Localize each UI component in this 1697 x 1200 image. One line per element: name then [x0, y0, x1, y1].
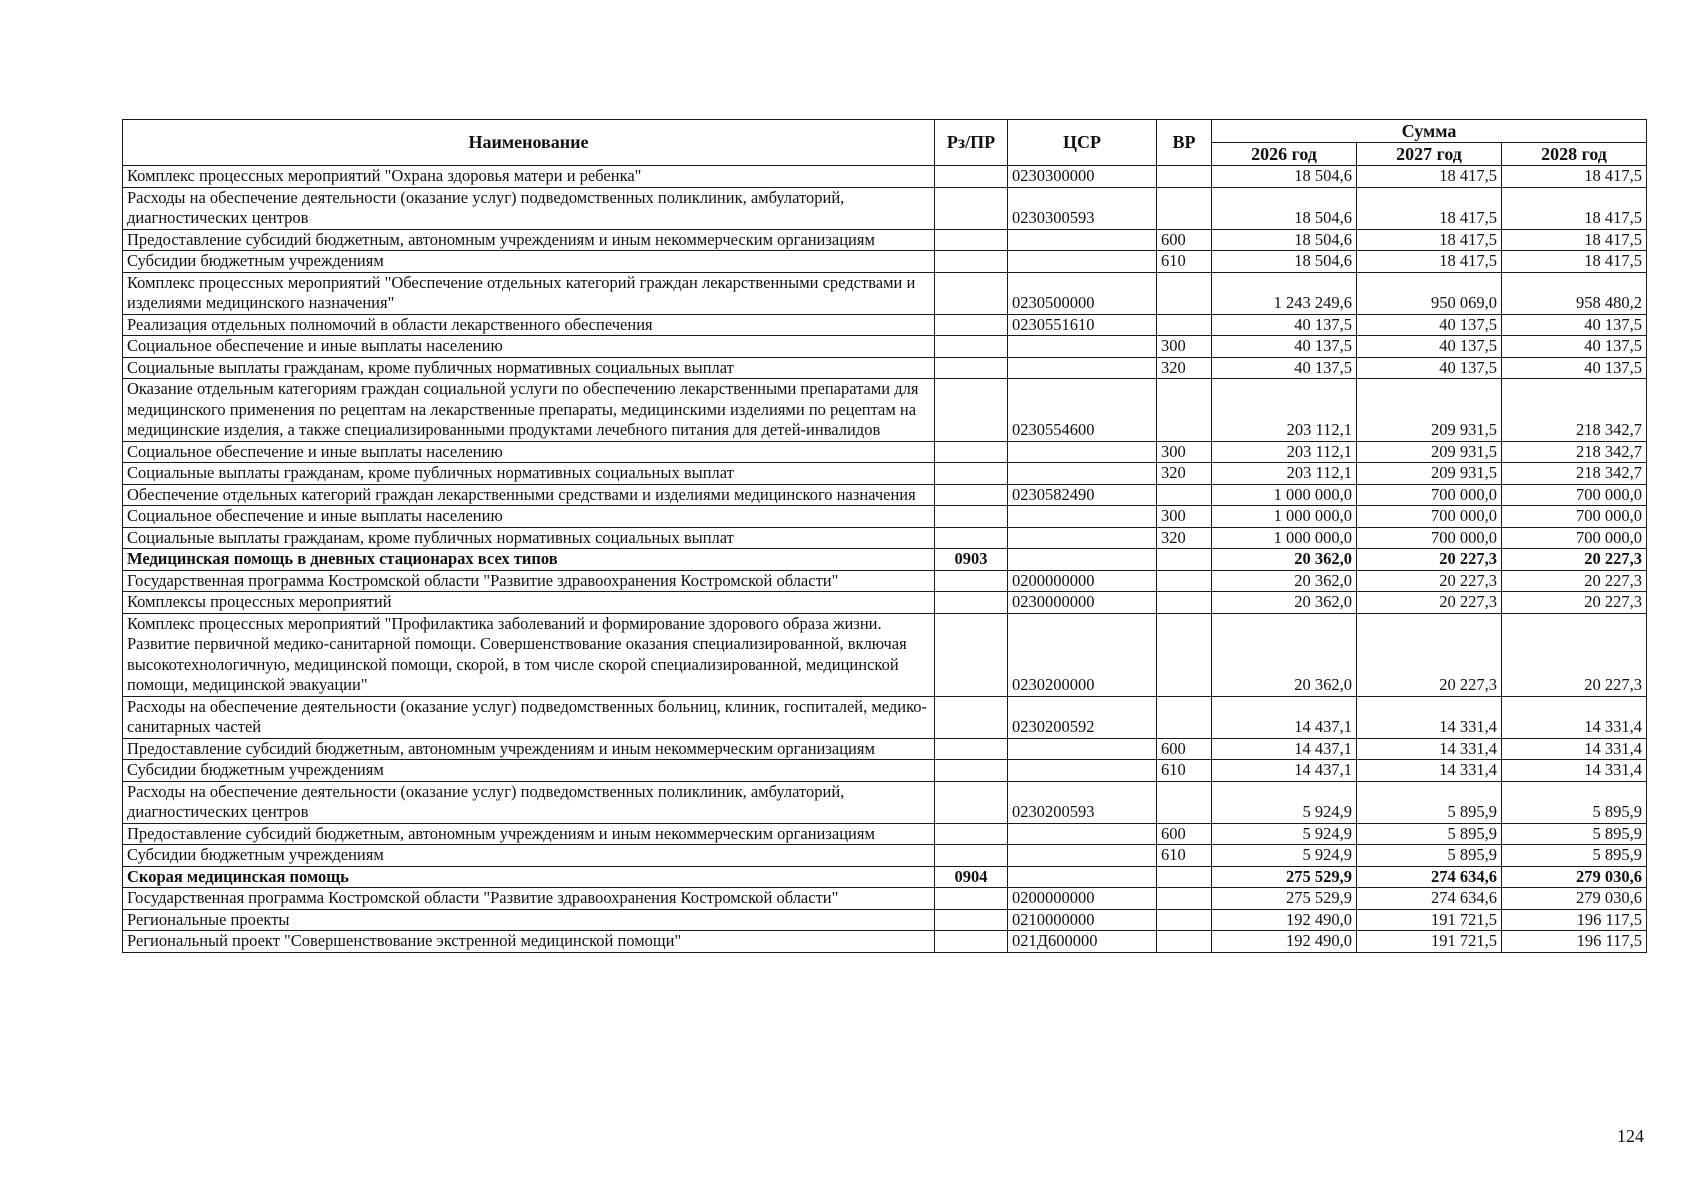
cell-name: Комплекс процессных мероприятий "Охрана здоровья матери и ребенка" — [123, 166, 935, 188]
cell-sum-2028: 5 895,9 — [1502, 781, 1647, 823]
cell-vr — [1157, 592, 1212, 614]
cell-csr: 0230200000 — [1008, 613, 1157, 696]
cell-csr: 0230554600 — [1008, 379, 1157, 442]
cell-sum-2028: 40 137,5 — [1502, 357, 1647, 379]
table-row — [123, 888, 1647, 910]
cell-sum-2026: 20 362,0 — [1212, 613, 1357, 696]
cell-sum-2028: 218 342,7 — [1502, 441, 1647, 463]
cell-csr: 0200000000 — [1008, 888, 1157, 910]
cell-name: Субсидии бюджетным учреждениям — [123, 760, 935, 782]
table-row — [123, 229, 1647, 251]
cell-vr: 320 — [1157, 463, 1212, 485]
cell-sum-2026: 40 137,5 — [1212, 314, 1357, 336]
cell-vr — [1157, 613, 1212, 696]
cell-name: Государственная программа Костромской области "Развитие здравоохранения Костромской области" — [123, 570, 935, 592]
cell-vr — [1157, 166, 1212, 188]
header-vr: ВР — [1157, 120, 1212, 166]
cell-sum-2026: 5 924,9 — [1212, 781, 1357, 823]
cell-vr — [1157, 187, 1212, 229]
table-row — [123, 845, 1647, 867]
cell-csr: 0230300000 — [1008, 166, 1157, 188]
cell-sum-2027: 950 069,0 — [1357, 272, 1502, 314]
table-row — [123, 549, 1647, 571]
cell-sum-2026: 275 529,9 — [1212, 866, 1357, 888]
cell-csr: 0230551610 — [1008, 314, 1157, 336]
cell-csr: 021Д600000 — [1008, 931, 1157, 953]
cell-rz-pr — [935, 166, 1008, 188]
cell-name: Субсидии бюджетным учреждениям — [123, 251, 935, 273]
cell-name: Социальные выплаты гражданам, кроме публичных нормативных социальных выплат — [123, 357, 935, 379]
cell-sum-2028: 40 137,5 — [1502, 336, 1647, 358]
cell-csr: 0230200593 — [1008, 781, 1157, 823]
table-body — [123, 166, 1647, 953]
cell-vr — [1157, 379, 1212, 442]
cell-rz-pr — [935, 506, 1008, 528]
cell-rz-pr — [935, 463, 1008, 485]
cell-sum-2028: 18 417,5 — [1502, 229, 1647, 251]
cell-rz-pr — [935, 760, 1008, 782]
header-name: Наименование — [123, 120, 935, 166]
cell-vr — [1157, 866, 1212, 888]
cell-sum-2027: 5 895,9 — [1357, 823, 1502, 845]
cell-vr — [1157, 314, 1212, 336]
cell-sum-2028: 14 331,4 — [1502, 738, 1647, 760]
cell-name: Региональный проект "Совершенствование экстренной медицинской помощи" — [123, 931, 935, 953]
cell-name: Предоставление субсидий бюджетным, автономным учреждениям и иным некоммерческим организациям — [123, 229, 935, 251]
cell-sum-2027: 20 227,3 — [1357, 613, 1502, 696]
cell-sum-2026: 20 362,0 — [1212, 570, 1357, 592]
cell-sum-2028: 18 417,5 — [1502, 251, 1647, 273]
table-row — [123, 909, 1647, 931]
cell-vr: 320 — [1157, 527, 1212, 549]
cell-sum-2026: 14 437,1 — [1212, 760, 1357, 782]
cell-name: Реализация отдельных полномочий в области лекарственного обеспечения — [123, 314, 935, 336]
cell-vr: 600 — [1157, 738, 1212, 760]
cell-vr: 610 — [1157, 251, 1212, 273]
cell-sum-2028: 700 000,0 — [1502, 527, 1647, 549]
cell-vr: 300 — [1157, 336, 1212, 358]
budget-document — [122, 119, 1646, 953]
table-header — [123, 120, 1647, 166]
cell-csr — [1008, 336, 1157, 358]
cell-csr — [1008, 251, 1157, 273]
cell-vr: 300 — [1157, 506, 1212, 528]
cell-name: Расходы на обеспечение деятельности (оказание услуг) подведомственных больниц, клиник, госпиталей, медико-санитарных частей — [123, 696, 935, 738]
cell-csr: 0230500000 — [1008, 272, 1157, 314]
cell-csr — [1008, 823, 1157, 845]
cell-csr — [1008, 441, 1157, 463]
cell-sum-2027: 700 000,0 — [1357, 506, 1502, 528]
cell-rz-pr — [935, 613, 1008, 696]
cell-sum-2026: 1 000 000,0 — [1212, 484, 1357, 506]
cell-csr — [1008, 845, 1157, 867]
cell-sum-2028: 18 417,5 — [1502, 166, 1647, 188]
table-row — [123, 570, 1647, 592]
cell-csr — [1008, 738, 1157, 760]
cell-vr — [1157, 484, 1212, 506]
cell-csr — [1008, 549, 1157, 571]
cell-rz-pr — [935, 909, 1008, 931]
cell-sum-2028: 18 417,5 — [1502, 187, 1647, 229]
page-number: 124 — [1617, 1126, 1644, 1146]
cell-vr — [1157, 888, 1212, 910]
cell-name: Расходы на обеспечение деятельности (оказание услуг) подведомственных поликлиник, амбулаторий, диагностических центров — [123, 187, 935, 229]
cell-name: Предоставление субсидий бюджетным, автономным учреждениям и иным некоммерческим организациям — [123, 823, 935, 845]
cell-sum-2027: 5 895,9 — [1357, 781, 1502, 823]
cell-vr: 320 — [1157, 357, 1212, 379]
cell-csr: 0230582490 — [1008, 484, 1157, 506]
cell-rz-pr — [935, 823, 1008, 845]
cell-name: Социальные выплаты гражданам, кроме публичных нормативных социальных выплат — [123, 463, 935, 485]
cell-sum-2028: 20 227,3 — [1502, 570, 1647, 592]
table-row — [123, 760, 1647, 782]
cell-rz-pr — [935, 357, 1008, 379]
cell-sum-2027: 40 137,5 — [1357, 357, 1502, 379]
cell-sum-2028: 40 137,5 — [1502, 314, 1647, 336]
header-sum: Сумма — [1212, 120, 1647, 143]
header-year-2026: 2026 год — [1212, 143, 1357, 166]
cell-name: Медицинская помощь в дневных стационарах всех типов — [123, 549, 935, 571]
cell-vr — [1157, 549, 1212, 571]
cell-name: Обеспечение отдельных категорий граждан лекарственными средствами и изделиями медицинского назначения — [123, 484, 935, 506]
cell-sum-2026: 203 112,1 — [1212, 379, 1357, 442]
cell-vr — [1157, 931, 1212, 953]
cell-sum-2028: 218 342,7 — [1502, 463, 1647, 485]
cell-sum-2028: 700 000,0 — [1502, 484, 1647, 506]
cell-sum-2026: 40 137,5 — [1212, 357, 1357, 379]
cell-name: Предоставление субсидий бюджетным, автономным учреждениям и иным некоммерческим организациям — [123, 738, 935, 760]
cell-rz-pr — [935, 931, 1008, 953]
cell-sum-2028: 14 331,4 — [1502, 760, 1647, 782]
cell-rz-pr — [935, 738, 1008, 760]
cell-sum-2028: 20 227,3 — [1502, 592, 1647, 614]
cell-name: Социальное обеспечение и иные выплаты населению — [123, 336, 935, 358]
table-row — [123, 527, 1647, 549]
table-row — [123, 781, 1647, 823]
cell-rz-pr — [935, 272, 1008, 314]
cell-name: Государственная программа Костромской области "Развитие здравоохранения Костромской области" — [123, 888, 935, 910]
table-row — [123, 336, 1647, 358]
cell-sum-2027: 209 931,5 — [1357, 441, 1502, 463]
cell-sum-2027: 18 417,5 — [1357, 229, 1502, 251]
cell-sum-2028: 5 895,9 — [1502, 823, 1647, 845]
cell-name: Социальное обеспечение и иные выплаты населению — [123, 506, 935, 528]
cell-rz-pr: 0904 — [935, 866, 1008, 888]
cell-rz-pr — [935, 336, 1008, 358]
cell-sum-2028: 700 000,0 — [1502, 506, 1647, 528]
cell-sum-2027: 191 721,5 — [1357, 909, 1502, 931]
table-row — [123, 506, 1647, 528]
cell-name: Комплекс процессных мероприятий "Профилактика заболеваний и формирование здорового образа жизни. Развитие первичной медико-санитарной помощи. Совершенствование оказания специализированной, включая высокотехнологичную, медицинской помощи, скорой, в том числе скорой специализированной, медицинской помощи, медицинской эвакуации" — [123, 613, 935, 696]
cell-sum-2026: 275 529,9 — [1212, 888, 1357, 910]
cell-vr: 600 — [1157, 229, 1212, 251]
cell-sum-2026: 14 437,1 — [1212, 738, 1357, 760]
table-row — [123, 441, 1647, 463]
cell-sum-2026: 5 924,9 — [1212, 823, 1357, 845]
cell-sum-2027: 209 931,5 — [1357, 379, 1502, 442]
cell-sum-2026: 20 362,0 — [1212, 592, 1357, 614]
cell-sum-2027: 191 721,5 — [1357, 931, 1502, 953]
cell-sum-2028: 20 227,3 — [1502, 549, 1647, 571]
cell-sum-2026: 18 504,6 — [1212, 187, 1357, 229]
table-row — [123, 866, 1647, 888]
cell-sum-2027: 5 895,9 — [1357, 845, 1502, 867]
table-row — [123, 272, 1647, 314]
header-rz-pr: Рз/ПР — [935, 120, 1008, 166]
cell-sum-2026: 18 504,6 — [1212, 229, 1357, 251]
table-row — [123, 251, 1647, 273]
cell-rz-pr — [935, 570, 1008, 592]
header-year-2028: 2028 год — [1502, 143, 1647, 166]
cell-rz-pr: 0903 — [935, 549, 1008, 571]
cell-vr: 300 — [1157, 441, 1212, 463]
cell-name: Социальное обеспечение и иные выплаты населению — [123, 441, 935, 463]
cell-csr — [1008, 760, 1157, 782]
cell-rz-pr — [935, 781, 1008, 823]
cell-vr — [1157, 696, 1212, 738]
cell-sum-2027: 14 331,4 — [1357, 696, 1502, 738]
cell-csr: 0200000000 — [1008, 570, 1157, 592]
table-row — [123, 187, 1647, 229]
header-csr: ЦСР — [1008, 120, 1157, 166]
cell-rz-pr — [935, 527, 1008, 549]
cell-name: Комплекс процессных мероприятий "Обеспечение отдельных категорий граждан лекарственными средствами и изделиями медицинского назначения" — [123, 272, 935, 314]
cell-csr — [1008, 229, 1157, 251]
budget-table — [122, 119, 1647, 953]
table-row — [123, 314, 1647, 336]
cell-name: Субсидии бюджетным учреждениям — [123, 845, 935, 867]
cell-sum-2026: 5 924,9 — [1212, 845, 1357, 867]
cell-name: Социальные выплаты гражданам, кроме публичных нормативных социальных выплат — [123, 527, 935, 549]
cell-csr: 0230300593 — [1008, 187, 1157, 229]
cell-sum-2027: 14 331,4 — [1357, 760, 1502, 782]
cell-sum-2027: 20 227,3 — [1357, 549, 1502, 571]
header-year-2027: 2027 год — [1357, 143, 1502, 166]
cell-sum-2027: 274 634,6 — [1357, 888, 1502, 910]
cell-sum-2027: 14 331,4 — [1357, 738, 1502, 760]
table-row — [123, 166, 1647, 188]
cell-rz-pr — [935, 187, 1008, 229]
cell-sum-2028: 218 342,7 — [1502, 379, 1647, 442]
cell-sum-2026: 18 504,6 — [1212, 251, 1357, 273]
cell-vr — [1157, 909, 1212, 931]
cell-sum-2028: 196 117,5 — [1502, 909, 1647, 931]
table-row — [123, 696, 1647, 738]
cell-name: Расходы на обеспечение деятельности (оказание услуг) подведомственных поликлиник, амбулаторий, диагностических центров — [123, 781, 935, 823]
cell-sum-2026: 20 362,0 — [1212, 549, 1357, 571]
cell-csr — [1008, 357, 1157, 379]
cell-sum-2027: 40 137,5 — [1357, 336, 1502, 358]
cell-sum-2026: 192 490,0 — [1212, 931, 1357, 953]
cell-sum-2028: 14 331,4 — [1502, 696, 1647, 738]
table-row — [123, 484, 1647, 506]
cell-sum-2026: 1 000 000,0 — [1212, 527, 1357, 549]
cell-sum-2028: 196 117,5 — [1502, 931, 1647, 953]
table-row — [123, 613, 1647, 696]
cell-sum-2027: 274 634,6 — [1357, 866, 1502, 888]
cell-name: Комплексы процессных мероприятий — [123, 592, 935, 614]
cell-sum-2027: 18 417,5 — [1357, 187, 1502, 229]
cell-rz-pr — [935, 696, 1008, 738]
cell-name: Скорая медицинская помощь — [123, 866, 935, 888]
cell-sum-2026: 14 437,1 — [1212, 696, 1357, 738]
cell-csr — [1008, 527, 1157, 549]
cell-rz-pr — [935, 484, 1008, 506]
cell-sum-2027: 40 137,5 — [1357, 314, 1502, 336]
cell-sum-2027: 700 000,0 — [1357, 484, 1502, 506]
cell-sum-2027: 20 227,3 — [1357, 570, 1502, 592]
cell-csr: 0230000000 — [1008, 592, 1157, 614]
cell-sum-2028: 279 030,6 — [1502, 888, 1647, 910]
cell-sum-2028: 20 227,3 — [1502, 613, 1647, 696]
cell-name: Региональные проекты — [123, 909, 935, 931]
cell-rz-pr — [935, 888, 1008, 910]
cell-csr: 0210000000 — [1008, 909, 1157, 931]
cell-sum-2026: 18 504,6 — [1212, 166, 1357, 188]
cell-sum-2028: 279 030,6 — [1502, 866, 1647, 888]
cell-csr: 0230200592 — [1008, 696, 1157, 738]
cell-vr: 610 — [1157, 760, 1212, 782]
cell-sum-2026: 203 112,1 — [1212, 463, 1357, 485]
cell-sum-2028: 958 480,2 — [1502, 272, 1647, 314]
cell-csr — [1008, 506, 1157, 528]
cell-sum-2027: 209 931,5 — [1357, 463, 1502, 485]
cell-rz-pr — [935, 251, 1008, 273]
cell-sum-2027: 18 417,5 — [1357, 251, 1502, 273]
table-row — [123, 357, 1647, 379]
cell-rz-pr — [935, 592, 1008, 614]
cell-rz-pr — [935, 845, 1008, 867]
cell-sum-2026: 203 112,1 — [1212, 441, 1357, 463]
cell-sum-2027: 18 417,5 — [1357, 166, 1502, 188]
cell-sum-2026: 1 000 000,0 — [1212, 506, 1357, 528]
cell-rz-pr — [935, 229, 1008, 251]
cell-vr: 610 — [1157, 845, 1212, 867]
table-row — [123, 592, 1647, 614]
cell-vr — [1157, 272, 1212, 314]
cell-sum-2026: 1 243 249,6 — [1212, 272, 1357, 314]
table-row — [123, 823, 1647, 845]
cell-sum-2027: 700 000,0 — [1357, 527, 1502, 549]
cell-sum-2028: 5 895,9 — [1502, 845, 1647, 867]
table-row — [123, 738, 1647, 760]
table-row — [123, 463, 1647, 485]
cell-sum-2027: 20 227,3 — [1357, 592, 1502, 614]
cell-vr — [1157, 570, 1212, 592]
cell-name: Оказание отдельным категориям граждан социальной услуги по обеспечению лекарственными препаратами для медицинского применения по рецептам на лекарственные препараты, медицинскими изделиями по рецептам на медицинские изделия, а также специализированными продуктами лечебного питания для детей-инвалидов — [123, 379, 935, 442]
cell-sum-2026: 192 490,0 — [1212, 909, 1357, 931]
table-row — [123, 379, 1647, 442]
cell-csr — [1008, 463, 1157, 485]
cell-sum-2026: 40 137,5 — [1212, 336, 1357, 358]
cell-rz-pr — [935, 441, 1008, 463]
cell-rz-pr — [935, 379, 1008, 442]
cell-csr — [1008, 866, 1157, 888]
table-row — [123, 931, 1647, 953]
cell-vr: 600 — [1157, 823, 1212, 845]
cell-rz-pr — [935, 314, 1008, 336]
cell-vr — [1157, 781, 1212, 823]
